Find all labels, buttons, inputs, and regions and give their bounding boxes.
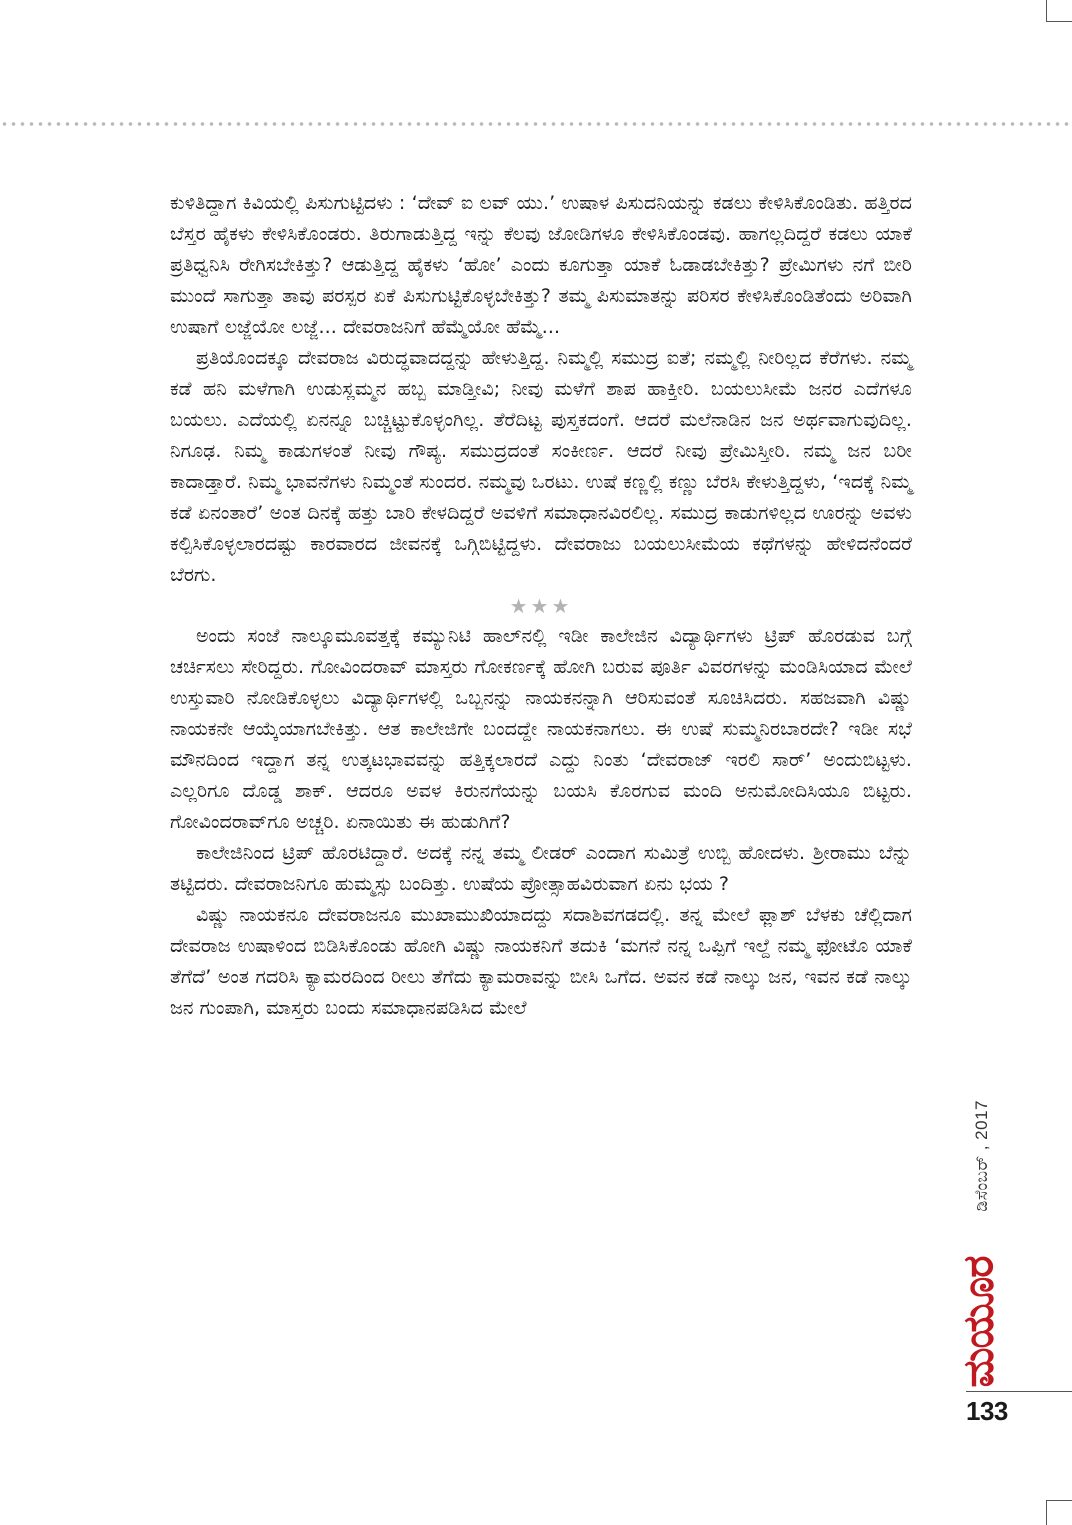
magazine-logo bbox=[948, 1256, 1008, 1388]
crop-mark-top-right-horizontal bbox=[1046, 21, 1072, 22]
issue-date: ಡಿಸೆಂಬರ್ , 2017 bbox=[972, 1100, 991, 1212]
paragraph-1: ಕುಳಿತಿದ್ದಾಗ ಕಿವಿಯಲ್ಲಿ ಪಿಸುಗುಟ್ಟಿದಳು : ‘ದೇವ್ ಐ ಲವ್ ಯು.’ ಉಷಾಳ ಪಿಸುದನಿಯನ್ನು ಕಡಲು ಕೇಳಿಸಿಕೊಂಡಿತು. ಹತ್ತಿರದ ಬೆಸ್ತರ ಹೈಕಳು ಕೇಳಿಸಿಕೊಂಡರು. ತಿರುಗಾಡುತ್ತಿದ್ದ ಇನ್ನು ಕೆಲವು ಜೋಡಿಗಳೂ ಕೇಳಿಸಿಕೊಂಡವು. ಹಾಗಲ್ಲದಿದ್ದರೆ ಕಡಲು ಯಾಕೆ ಪ್ರತಿಧ್ವನಿಸಿ ರೇಗಿಸಬೇಕಿತ್ತು? ಆಡುತ್ತಿದ್ದ ಹೈಕಳು ‘ಹೋ’ ಎಂದು ಕೂಗುತ್ತಾ ಯಾಕೆ ಓಡಾಡಬೇಕಿತ್ತು? ಪ್ರೇಮಿಗಳು ನಗೆ ಬೀರಿ ಮುಂದೆ ಸಾಗುತ್ತಾ ತಾವು ಪರಸ್ಪರ ಏಕೆ ಪಿಸುಗುಟ್ಟಿಕೊಳ್ಳಬೇಕಿತ್ತು? ತಮ್ಮ ಪಿಸುಮಾತನ್ನು ಪರಿಸರ ಕೇಳಿಸಿಕೊಂಡಿತೆಂದು ಅರಿವಾಗಿ ಉಷಾಗೆ ಲಜ್ಜೆಯೋ ಲಜ್ಜೆ... ದೇವರಾಜನಿಗೆ ಹೆಮ್ಮೆಯೋ ಹೆಮ್ಮೆ... bbox=[170, 192, 912, 338]
crop-mark-bottom-right-horizontal bbox=[1046, 1500, 1072, 1501]
magazine-logo-text: ಮಯೂರ bbox=[953, 1256, 1003, 1388]
paragraph-2: ಪ್ರತಿಯೊಂದಕ್ಕೂ ದೇವರಾಜ ವಿರುದ್ಧವಾದದ್ದನ್ನು ಹೇಳುತ್ತಿದ್ದ. ನಿಮ್ಮಲ್ಲಿ ಸಮುದ್ರ ಐತೆ; ನಮ್ಮಲ್ಲಿ ನೀರಿಲ್ಲದ ಕೆರೆಗಳು. ನಮ್ಮ ಕಡೆ ಹನಿ ಮಳೆಗಾಗಿ ಉಡುಸ್ಲಮ್ಮನ ಹಬ್ಬ ಮಾಡ್ತೀವಿ; ನೀವು ಮಳೆಗೆ ಶಾಪ ಹಾಕ್ತೀರಿ. ಬಯಲುಸೀಮೆ ಜನರ ಎದೆಗಳೂ ಬಯಲು. ಎದೆಯಲ್ಲಿ ಏನನ್ನೂ ಬಚ್ಚಿಟ್ಟುಕೊಳ್ಳಂಗಿಲ್ಲ. ತೆರೆದಿಟ್ಟ ಪುಸ್ತಕದಂಗೆ. ಆದರೆ ಮಲೆನಾಡಿನ ಜನ ಅರ್ಥವಾಗುವುದಿಲ್ಲ. ನಿಗೂಢ. ನಿಮ್ಮ ಕಾಡುಗಳಂತೆ ನೀವು ಗೌಪ್ಯ. ಸಮುದ್ರದಂತೆ ಸಂಕೀರ್ಣ. ಆದರೆ ನೀವು ಪ್ರೇಮಿಸ್ತೀರಿ. ನಮ್ಮ ಜನ ಬರೀ ಕಾದಾಡ್ತಾರೆ. ನಿಮ್ಮ ಭಾವನೆಗಳು ನಿಮ್ಮಂತೆ ಸುಂದರ. ನಮ್ಮವು ಒರಟು. ಉಷೆ ಕಣ್ಣಲ್ಲಿ ಕಣ್ಣು ಬೆರಸಿ ಕೇಳುತ್ತಿದ್ದಳು, ‘ಇದಕ್ಕೆ ನಿಮ್ಮ ಕಡೆ ಏನಂತಾರೆ’ ಅಂತ ದಿನಕ್ಕೆ ಹತ್ತು ಬಾರಿ ಕೇಳದಿದ್ದರೆ ಅವಳಿಗೆ ಸಮಾಧಾನವಿರಲಿಲ್ಲ. ಸಮುದ್ರ ಕಾಡುಗಳಿಲ್ಲದ ಊರನ್ನು ಅವಳು ಕಲ್ಪಿಸಿಕೊಳ್ಳಲಾರದಷ್ಟು ಕಾರವಾರದ ಜೀವನಕ್ಕೆ ಒಗ್ಗಿಬಿಟ್ಟಿದ್ದಳು. ದೇವರಾಜು ಬಯಲುಸೀಮೆಯ ಕಥೆಗಳನ್ನು ಹೇಳಿದನೆಂದರೆ ಬೆರಗು. bbox=[170, 347, 912, 586]
paragraph-4: ಕಾಲೇಜಿನಿಂದ ಟ್ರಿಪ್ ಹೊರಟಿದ್ದಾರೆ. ಅದಕ್ಕೆ ನನ್ನ ತಮ್ಮ ಲೀಡರ್ ಎಂದಾಗ ಸುಮಿತ್ರೆ ಉಬ್ಬಿ ಹೋದಳು. ಶ್ರೀರಾಮು ಬೆನ್ನು ತಟ್ಟಿದರು. ದೇವರಾಜನಿಗೂ ಹುಮ್ಮಸ್ಸು ಬಂದಿತ್ತು. ಉಷೆಯ ಪ್ರೋತ್ಸಾಹವಿರುವಾಗ ಏನು ಭಯ ? bbox=[170, 842, 912, 895]
paragraph-5: ವಿಷ್ಣು ನಾಯಕನೂ ದೇವರಾಜನೂ ಮುಖಾಮುಖಿಯಾದದ್ದು ಸದಾಶಿವಗಡದಲ್ಲಿ. ತನ್ನ ಮೇಲೆ ಫ್ಲಾಶ್ ಬೆಳಕು ಚೆಲ್ಲಿದಾಗ ದೇವರಾಜ ಉಷಾಳಿಂದ ಬಿಡಿಸಿಕೊಂಡು ಹೋಗಿ ವಿಷ್ಣು ನಾಯಕನಿಗೆ ತದುಕಿ ‘ಮಗನೆ ನನ್ನ ಒಪ್ಪಿಗೆ ಇಲ್ದೆ ನಮ್ಮ ಫೋಟೊ ಯಾಕೆ ತೆಗೆದೆ’ ಅಂತ ಗದರಿಸಿ ಕ್ಯಾಮರದಿಂದ ರೀಲು ತೆಗೆದು ಕ್ಯಾಮರಾವನ್ನು ಬೀಸಿ ಒಗೆದ. ಅವನ ಕಡೆ ನಾಲ್ಕು ಜನ, ಇವನ ಕಡೆ ನಾಲ್ಕು ಜನ ಗುಂಪಾಗಿ, ಮಾಸ್ತರು ಬಂದು ಸಮಾಧಾನಪಡಿಸಿದ ಮೇಲೆ bbox=[170, 904, 912, 1019]
article-body bbox=[170, 188, 912, 1024]
page-number: 133 bbox=[966, 1396, 1008, 1426]
dotted-header-rule bbox=[0, 122, 1072, 126]
paragraph-3: ಅಂದು ಸಂಜೆ ನಾಲ್ಕೂಮೂವತ್ತಕ್ಕೆ ಕಮ್ಯುನಿಟಿ ಹಾಲ್‌ನಲ್ಲಿ ಇಡೀ ಕಾಲೇಜಿನ ವಿದ್ಯಾರ್ಥಿಗಳು ಟ್ರಿಪ್ ಹೊರಡುವ ಬಗ್ಗೆ ಚರ್ಚಿಸಲು ಸೇರಿದ್ದರು. ಗೋವಿಂದರಾವ್ ಮಾಸ್ತರು ಗೋಕರ್ಣಕ್ಕೆ ಹೋಗಿ ಬರುವ ಪೂರ್ತಿ ವಿವರಗಳನ್ನು ಮಂಡಿಸಿಯಾದ ಮೇಲೆ ಉಸ್ತುವಾರಿ ನೋಡಿಕೊಳ್ಳಲು ವಿದ್ಯಾರ್ಥಿಗಳಲ್ಲಿ ಒಬ್ಬನನ್ನು ನಾಯಕನನ್ನಾಗಿ ಆರಿಸುವಂತೆ ಸೂಚಿಸಿದರು. ಸಹಜವಾಗಿ ವಿಷ್ಣು ನಾಯಕನೇ ಆಯ್ಕೆಯಾಗಬೇಕಿತ್ತು. ಆತ ಕಾಲೇಜಿಗೇ ಬಂದದ್ದೇ ನಾಯಕನಾಗಲು. ಈ ಉಷೆ ಸುಮ್ಮನಿರಬಾರದೇ? ಇಡೀ ಸಭೆ ಮೌನದಿಂದ ಇದ್ದಾಗ ತನ್ನ ಉತ್ಕಟಭಾವವನ್ನು ಹತ್ತಿಕ್ಕಲಾರದೆ ಎದ್ದು ನಿಂತು ‘ದೇವರಾಜ್ ಇರಲಿ ಸಾರ್’ ಅಂದುಬಿಟ್ಟಳು. ಎಲ್ಲರಿಗೂ ದೊಡ್ಡ ಶಾಕ್. ಆದರೂ ಅವಳ ಕಿರುನಗೆಯನ್ನು ಬಯಸಿ ಕೊರಗುವ ಮಂದಿ ಅನುಮೋದಿಸಿಯೂ ಬಿಟ್ಟರು. ಗೋವಿಂದರಾವ್‌ಗೂ ಅಚ್ಚರಿ. ಏನಾಯಿತು ಈ ಹುಡುಗಿಗೆ? bbox=[170, 625, 912, 833]
crop-mark-top-right-vertical bbox=[1046, 0, 1047, 22]
section-break-stars: ★★★ bbox=[509, 594, 573, 618]
crop-mark-bottom-right-vertical bbox=[1046, 1500, 1047, 1525]
page-number-rule bbox=[966, 1391, 1072, 1392]
